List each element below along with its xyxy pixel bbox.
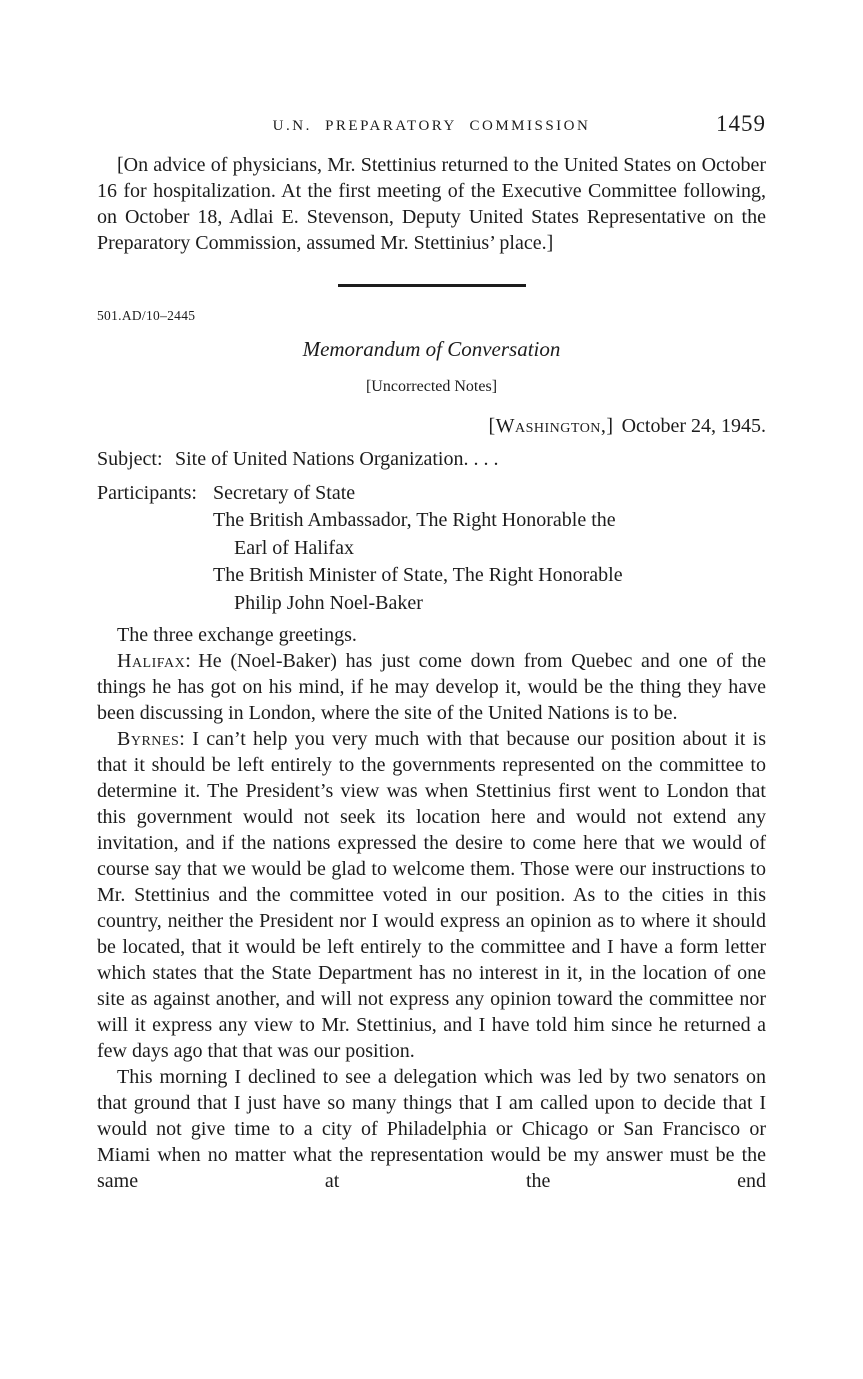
memo-title: Memorandum of Conversation <box>302 336 561 361</box>
running-head-title: U.N. PREPARATORY COMMISSION <box>272 118 591 134</box>
participants-list <box>213 480 766 618</box>
subject-label: Subject: <box>97 447 163 470</box>
subject-text: Site of United Nations Organization. . . . <box>175 447 499 470</box>
dateline <box>97 413 766 440</box>
editorial-note: [On advice of physicians, Mr. Stettinius returned to the United States on October 16 for hospitalization. At the first meeting of the Executive Committee following, on October 18, Adlai E. Stevenson, Deputy United States Representative on the Preparatory Commission, assumed Mr. Stettinius’ place.] <box>97 154 766 254</box>
participant-line: Secretary of State <box>213 481 356 504</box>
subject-row <box>97 446 766 473</box>
document-reference: 501.AD/10–2445 <box>97 307 196 323</box>
speech-text: He (Noel-Baker) has just come down from Quebec and one of the things he has got on his mind, if he may develop it, would be the thing they have been discussing in London, where the site of the United Nations is to be. <box>97 650 766 724</box>
participant-line: The British Ambassador, The Right Honorable the <box>213 509 616 531</box>
memo-subtitle: [Uncorrected Notes] <box>365 377 498 395</box>
participant-line: Philip John Noel-Baker <box>234 591 423 614</box>
speaker-name-byrnes: Byrnes: <box>117 728 186 750</box>
participant-entry <box>213 507 766 562</box>
speech-text: I can’t help you very much with that because our position about it is that it should be left entirely to the governments represented on the committee to determine it. The President’s view was when Stettinius first went to London that this government would not seek its location here and would not extend any invitation, and if the nations expressed the desire to come here that we would of course say that we would be glad to welcome them. Those were our instructions to Mr. Stettinius and the committee voted in our position. As to the cities in this country, neither the President nor I would express an opinion as to where it should be located, that it would be left entirely to the committee and I have a form letter which states that the State Department has no interest in it, in the location of one site as against another, and will not express any opinion toward the committee nor will it express any view to Mr. Stettinius, and I have told him since he returned a few days ago that that was our position. <box>97 728 766 1062</box>
dateline-date: October 24, 1945. <box>621 414 766 437</box>
halifax-paragraph <box>97 648 766 726</box>
dateline-place: [Washington,] <box>488 414 614 437</box>
page-number: 1459 <box>716 111 766 136</box>
running-head <box>97 112 766 140</box>
section-divider <box>338 284 526 287</box>
participants-label: Participants: <box>97 481 197 504</box>
participant-entry <box>213 480 766 508</box>
closing-paragraph: This morning I declined to see a delegation which was led by two senators on that ground that I just have so many things that I am called upon to decide that I would not give time to a city of Philadelphia or Chicago or San Francisco or Miami when no matter what the representation would be my answer must be the same at the end <box>97 1066 766 1192</box>
speaker-name-halifax: Halifax: <box>117 650 192 672</box>
greetings-paragraph: The three exchange greetings. <box>117 624 357 646</box>
participants-row <box>97 480 766 618</box>
participant-line: Earl of Halifax <box>234 536 354 559</box>
participant-line: The British Minister of State, The Right Honorable <box>213 564 623 586</box>
byrnes-paragraph <box>97 726 766 1064</box>
participant-entry <box>213 562 766 617</box>
